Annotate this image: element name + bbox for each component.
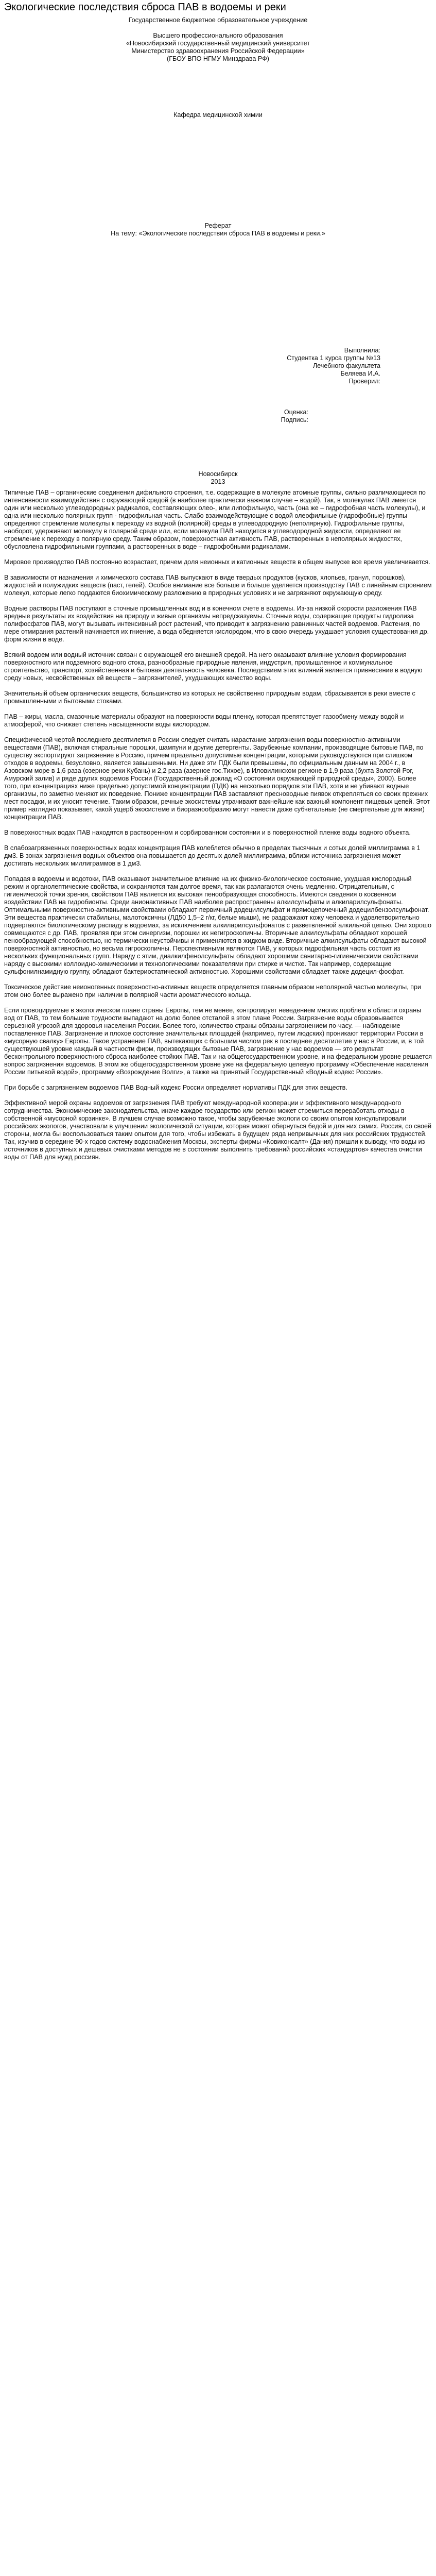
body-paragraph: В зависимости от назначения и химического состава ПАВ выпускают в виде твердых продуктов (кусков, хлопьев, гранул, порошков), жидкостей и полужидких веществ (паст, гелей). Особое внимание все больше и больше уделяется производству ПАВ с линейным строением молекул, которые легко поддаются биохимическому разложению в природных условиях и не загрязняют окружающую среду. [4, 574, 432, 597]
institution-line-4: Министерство здравоохранения Российской Федерации» [131, 47, 305, 55]
year: 2013 [211, 478, 225, 485]
body-paragraph: При борьбе с загрязнением водоемов ПАВ Водный кодекс России определяет нормативы ПДК для этих веществ. [4, 1084, 347, 1091]
body-paragraph: Значительный объем органических веществ, большинство из которых не свойственно природным водам, сбрасывается в реки вместе с промышленными и бытовыми стоками. [4, 690, 415, 705]
body-paragraph: В слабозагрязненных поверхностных водах концентрация ПАВ колеблется обычно в пределах тысячных и сотых долей миллиграмма в 1 дм3. В зонах загрязнения водных объектов она повышается до десятых долей миллиграмма, вблизи источника загрязнения может достигать нескольких миллиграммов в 1 дм3. [4, 844, 421, 867]
author-label: Выполнила: [344, 347, 380, 354]
author-line-2: Лечебного факультета [312, 362, 380, 369]
work-type: Реферат [204, 222, 232, 229]
body-paragraph: ПАВ – жиры, масла, смазочные материалы образуют на поверхности воды пленку, которая препятствует газообмену между водой и атмосферой, что снижает степень насыщенности воды кислородом. [4, 713, 404, 728]
body-paragraph: Водные растворы ПАВ поступают в сточные промышленных вод и в конечном счете в водоемы. Из-за низкой скорости разложения ПАВ вредные результаты их воздействия на природу и живые организмы непредсказуемы. Сточные воды, содержащие продукты гидролиза полифосфатов ПАВ, могут вызывать интенсивный рост растений, что приводит к загрязнению равнинных частей водоемов. Растения, по мере отмирания растений начинается их гниение, а вода обедняется кислородом, что в свою очередь ухудшает условия существования др. форм жизни в воде. [4, 605, 429, 643]
work-topic: На тему: «Экологические последствия сброса ПАВ в водоемы и реки.» [111, 230, 325, 237]
institution-line-3: «Новосибирский государственный медицинский университет [126, 40, 310, 47]
body-paragraph: Мировое производство ПАВ постоянно возрастает, причем доля неионных и катионных веществ в общем выпуске все время увеличивается. [4, 558, 430, 566]
body-paragraph: В поверхностных водах ПАВ находятся в растворенном и сорбированном состоянии и в поверхностной пленке воды водного объекта. [4, 829, 411, 836]
body-paragraph: Эффективной мерой охраны водоемов от загрязнения ПАВ требуют международной кооперации и эффективного международного сотрудничества. Экономические законодательства, иначе каждое государство или регион может стремиться переработать отходы в собственной «мусорной корзинке». В лучшем случае возможно такое, чтобы зарубежные экологи со своим опытом консультировали российских экологов, участвовали в улучшении экологической ситуации, которая может обернуться бедой и для них самих. Россия, со своей стороны, могла бы воспользоваться таким опытом для того, чтобы избежать в будущем ряда непривычных для них российских трудностей. Так, изучив в середине 90-х годов систему водоснабжения Москвы, эксперты фирмы «Ковиконсалт» (Дания) пришли к выводу, что воды из источников в доступных и дешевых очистками методов не в состоянии выполнить требований российских «стандартов» качества очистки воды от ПАВ для нужд россиян. [4, 1099, 432, 1161]
city-year [4, 470, 432, 486]
institution-line-2: Высшего профессионального образования [153, 32, 283, 39]
body-paragraph: Всякий водоем или водный источник связан с окружающей его внешней средой. На него оказывают влияние условия формирования поверхностного или подземного водного стока, разнообразные природные явления, индустрия, промышленное и коммунальное строительство, транспорт, хозяйственная и бытовая деятельность человека. Последствием этих влияний является привнесение в водную среду новых, несвойственных ей веществ – загрязнителей, ухудшающих качество воды. [4, 651, 423, 682]
body-paragraph: Типичные ПАВ – органические соединения дифильного строения, т.е. содержащие в молекуле атомные группы, сильно различающиеся по интенсивности взаимодействия с окружающей средой (в наиболее практически важном случае – водой). Так, в молекулах ПАВ имеется один или несколько углеводородных радикалов, составляющих олео-, или липофильную, часть (она же – гидрофобная часть молекулы), и одна или несколько полярных групп - гидрофильная часть. Слабо взаимодействующие с водой олеофильные (гидрофобные) группы определяют стремление молекулы к переходу из водной (полярной) среды в углеводородную (неполярную). Гидрофильные группы, наоборот, удерживают молекулу в полярной среде или, если молекула ПАВ находится в углеводородной жидкости, определяют ее стремление к переходу в полярную среду. Таким образом, поверхностная активность ПАВ, растворенных в неполярных жидкостях, обусловлена гидрофильными группами, а растворенных в воде – гидрофобными радикалами. [4, 489, 426, 550]
author-block [4, 347, 432, 385]
checked-by-label: Проверил: [348, 378, 380, 385]
department-name: Кафедра медицинской химии [173, 111, 263, 118]
grade-block [4, 409, 432, 424]
document-page [0, 0, 436, 1161]
grade-label: Оценка: [284, 409, 308, 416]
body-text [4, 489, 432, 1161]
body-paragraph: Попадая в водоемы и водотоки, ПАВ оказывают значительное влияние на их физико-биологическое состояние, ухудшая кислородный режим и органолептические свойства, и сохраняются там долгое время, так как разлагаются очень медленно. Отрицательным, с гигиенической точки зрения, свойством ПАВ является их высокая пенообразующая способность. Имеются сведения о косвенном воздействии ПАВ на гидробионты. Среди анионактивных ПАВ наиболее распространены алкилсульфаты и алкиларилсульфонаты. Оптимальными поверхностно-активными свойствами обладают первичный додецилсульфат и прямоцепочечный додецилбензолсульфонат. Эти вещества практически стабильны, малотоксичны (ЛД50 1,5–2 г/кг, белые мыши), не раздражают кожу человека и удовлетворительно подвергаются биологическому распаду в водоемах, за исключением алкиларилсульфонатов с разветвленной алкильной цепью. Они хорошо совмещаются с др. ПАВ, проявляя при этом синергизм, порошки их негигроскопичны. Вторичные алкилсульфаты обладают хорошей пенообразующей способностью, но термически неустойчивы и применяются в жидком виде. Вторичные алкилсульфаты обладают высокой поверхностной активностью, но весьма гигроскопичны. Перспективными являются ПАВ, у которых гидрофильная часть состоит из нескольких функциональных групп. Наряду с этим, диалкилфенолсульфаты обладают хорошими санитарно-гигиеническими свойствами наряду с высокими коллоидно-химическими и технологическими показателями при стирке и чистке. Так например, содержащие сульфонилнамидную группу, обладают бактериостатической активностью. Хорошими свойствами обладает также додецил-фосфат. [4, 875, 431, 975]
institution-header [4, 16, 432, 63]
body-paragraph: Специфической чертой последнего десятилетия в России следует считать нарастание загрязнения воды поверхностно-активными веществами (ПАВ), включая стиральные порошки, шампуни и другие детергенты. Зарубежные компании, производящие бытовые ПАВ, по существу экспортируют загрязнение в Россию, причем предельно допустимые концентрации, которыми руководствуются при слишком отходов в водоемы, безусловно, является завышенными. Ни даже эти ПДК были превышены, по официальным данным на 2004 г., в Азовском море в 1,6 раза (озерное реки Кубань) и 2,2 раза (азерное гос.Тихое), в Иловилинском регионе в 1,9 раза (бухта Золотой Рог, Амурский залив) и ряде других водоемов России (Государственный доклад «О состоянии окружающей природной среды», 2000). Более того, при концентрациях ниже предельно допустимой концентрации (ПДК) на несколько порядков эти ПАВ, хотя и не убивают водные организмы, по заметно меняют их поведение. Пониже концентрации ПАВ заставляют пресноводные пиявок открепляться со своих прежних мест посадки, и их уносит течение. Таким образом, речные экосистемы утрачивают важнейшие как важный компонент пищевых цепей. Этот пример наглядно показывает, какой ущерб экосистеме и биоразнообразию могут нанести даже субчетальные (не смертельные для жизни) концентрации ПАВ. [4, 736, 430, 821]
institution-line-5: (ГБОУ ВПО НГМУ Минздрава РФ) [167, 55, 269, 62]
city: Новосибирск [198, 470, 238, 478]
author-name: Беляева И.А. [340, 370, 380, 377]
body-paragraph: Если провоцируемые в экологическом плане страны Европы, тем не менее, контролирует неведением многих проблем в области охраны вод от ПАВ, то тем большие трудности выпадают на долю более отсталой в этом плане России. Загрязнение воды образовывается серьезной угрозой для здоровья населения России. Более того, количество страны обязаны загрязнением по-часу. — наблюдение поставленное ПАВ. Загрязнение и плохое состояние значительных площадей (например, путем людских) проникают территории России в «мусорную свалку» Европы. Такое устранение ПАВ, вытекающих с большим числом рек в последнее десятилетие у нас в России, и, в той существующей уровне каждый в частности фирм, производящих бытовые ПАВ, загрязнение у нас водоемов — это результат бесконтрольного поверхностного сброса наиболее стойких ПАВ. Так и на общегосударственном уровне, и на федеральном уровне решается вопрос загрязнения водоемов. В этом же общегосударственном уровне уже на федеральную целевую программу «Обеспечение населения России питьевой водой», программу «Возрождение Волги», а также на принятый Государственный «Водный кодекс России». [4, 1007, 432, 1076]
institution-line-1: Государственное бюджетное образовательное учреждение [128, 16, 308, 24]
body-paragraph: Токсическое действие неионогенных поверхностно-активных веществ определяется главным образом неполярной частью молекулы, при этом оно более выражено при наличии в полярной части ароматического кольца. [4, 984, 421, 998]
document-title: Экологические последствия сброса ПАВ в водоемы и реки [4, 2, 286, 13]
signature-label: Подпись: [281, 416, 308, 423]
author-line-1: Студентка 1 курса группы №13 [287, 354, 380, 362]
